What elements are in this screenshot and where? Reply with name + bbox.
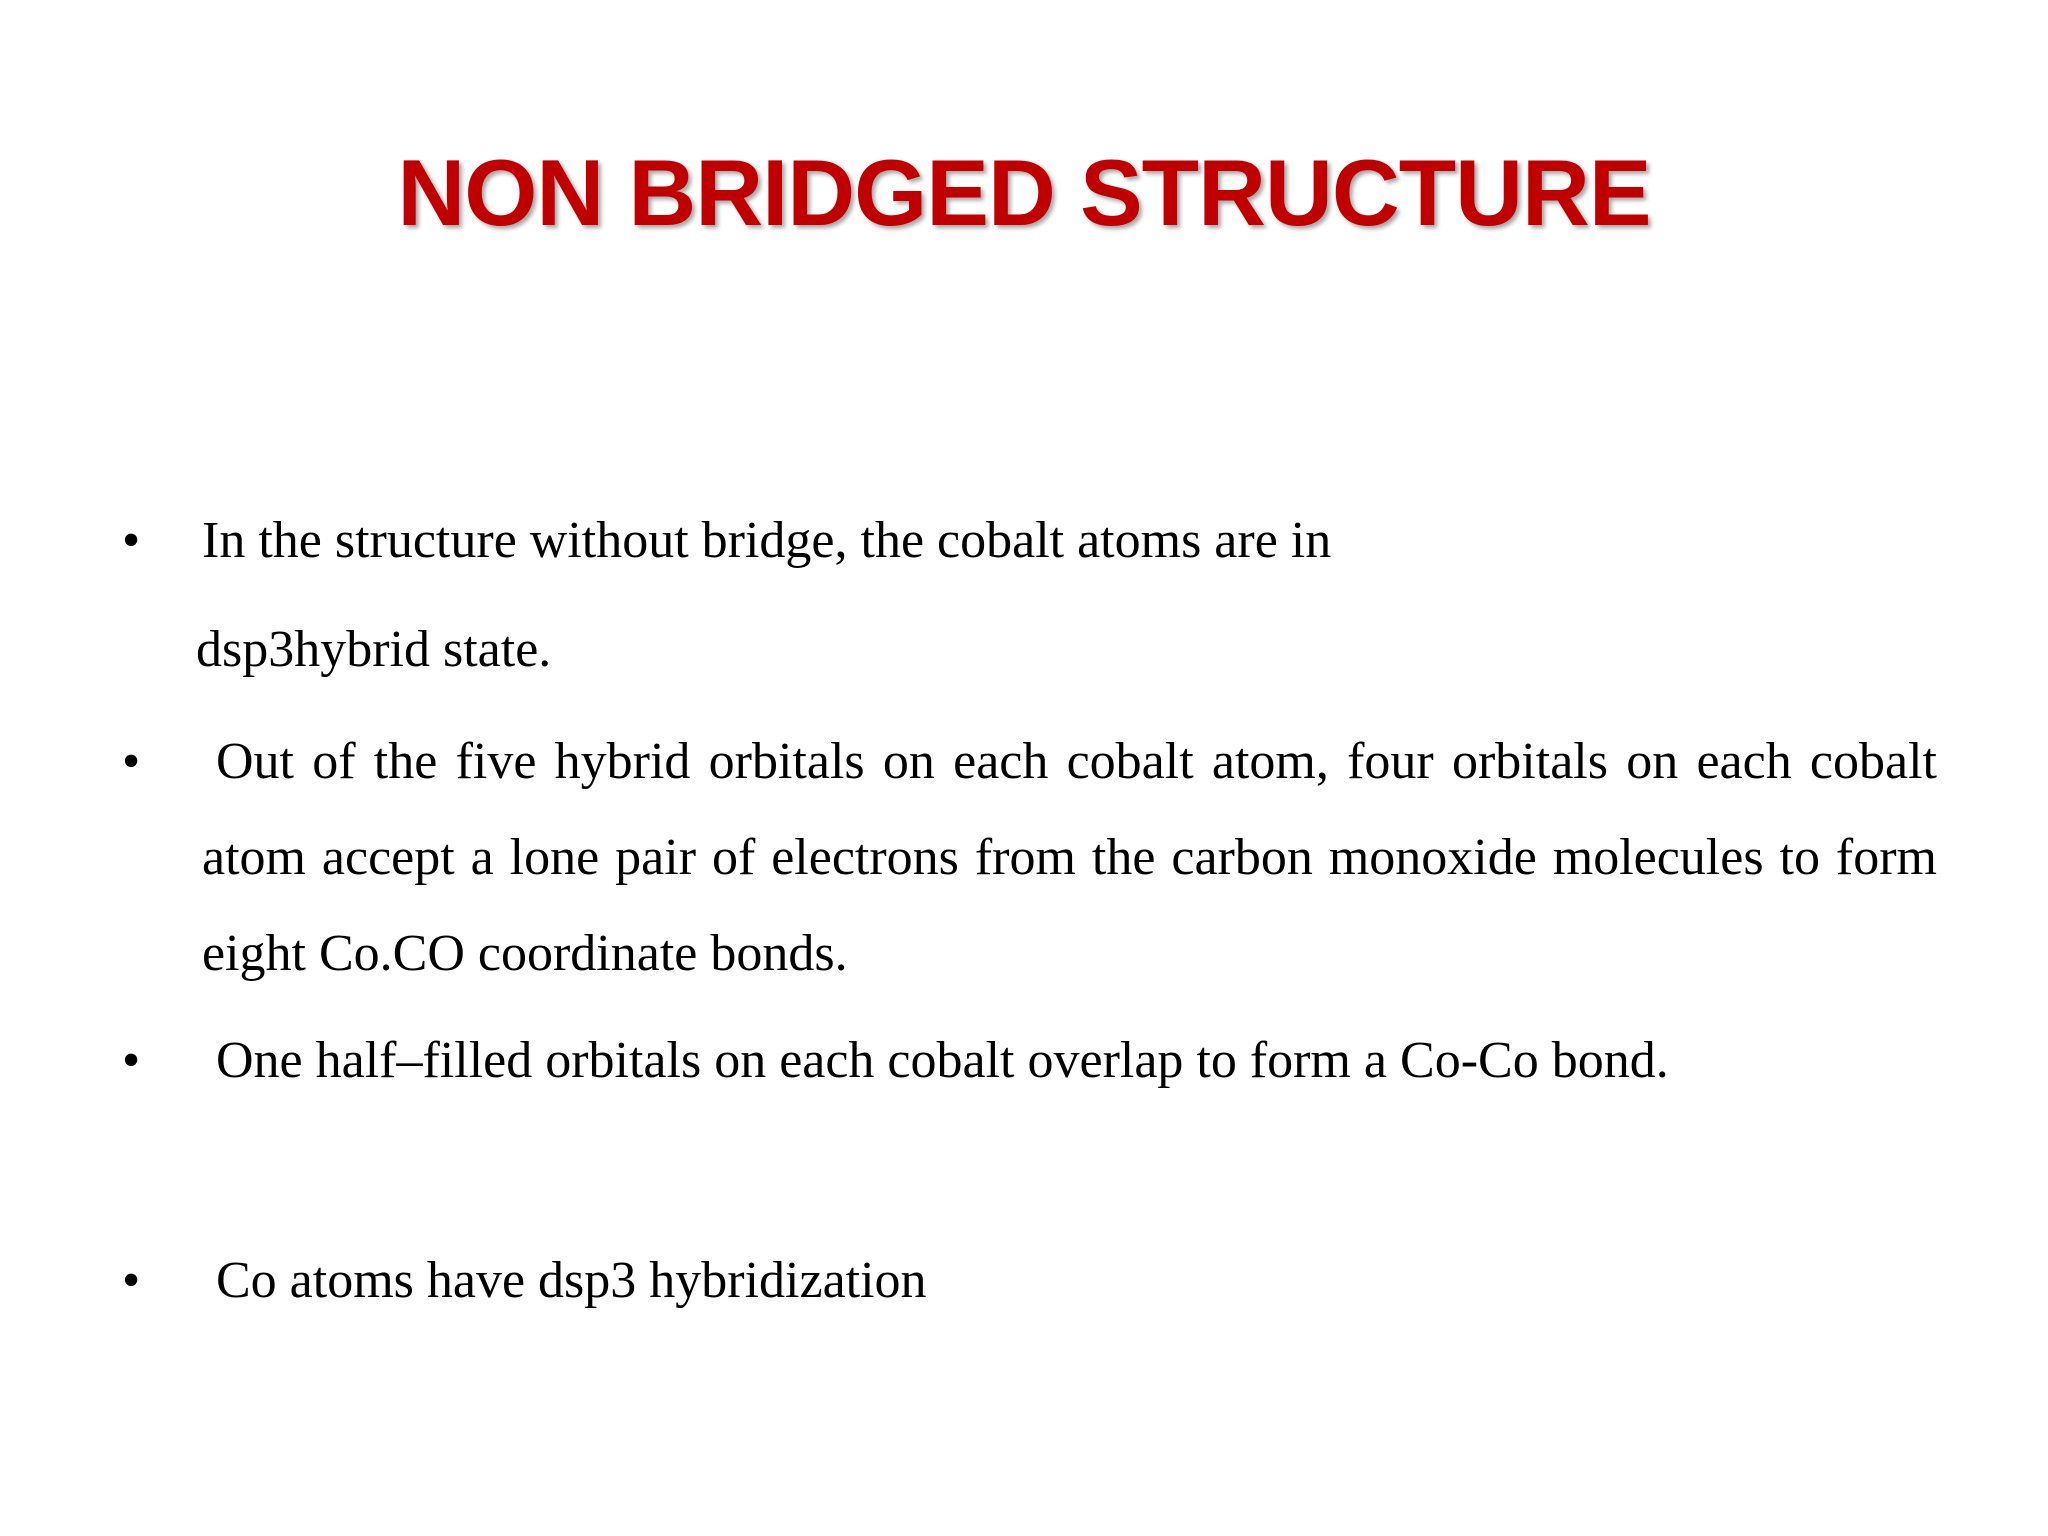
bullet-3-text: One half–filled orbitals on each cobalt overlap to form a Co-Co bond. [216, 1032, 1669, 1089]
bullet-2-content: Out of the five hybrid orbitals on each cobalt atom, four orbitals on each cobalt atom accept a lone pair of electrons from the carbon monoxide molecules to form eight Co.CO coordinate bonds. [202, 733, 1937, 982]
bullet-marker-4: • [122, 1252, 141, 1309]
bullet-1-line-2: dsp3hybrid state. [196, 621, 552, 678]
bullet-marker-2: • [122, 733, 141, 790]
bullet-marker-1: • [122, 512, 141, 569]
bullet-1-line-1: In the structure without bridge, the cobalt atoms are in [202, 512, 1332, 569]
slide-title: NON BRIDGED STRUCTURE [397, 140, 1651, 245]
bullet-4-text: Co atoms have dsp3 hybridization [216, 1252, 927, 1309]
bullet-2-text [202, 714, 1937, 1002]
bullet-marker-3: • [122, 1032, 141, 1089]
